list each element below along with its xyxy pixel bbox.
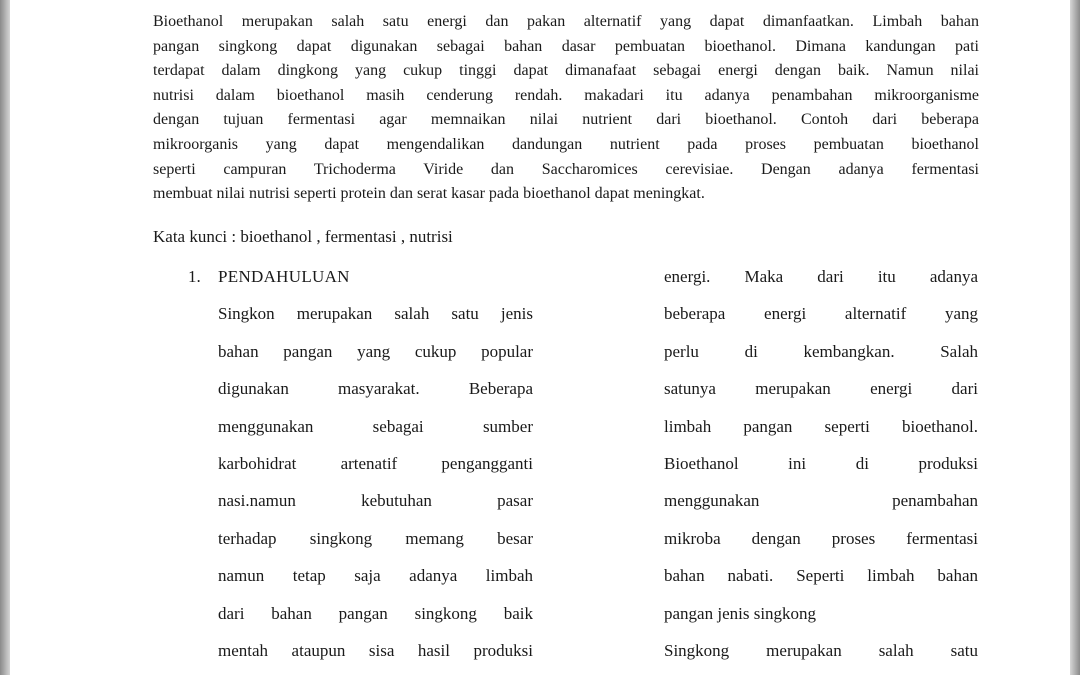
section-heading: PENDAHULUAN: [218, 267, 350, 286]
column-line: nasi.namun kebutuhan pasar: [218, 491, 533, 511]
document-page: [10, 0, 1070, 675]
column-line: perlu di kembangkan. Salah: [664, 341, 978, 361]
abstract-line: Bioethanol merupakan salah satu energi dan pakan alternatif yang dapat dimanfaatkan. Limbah bahan: [153, 13, 979, 30]
abstract-line: pangan singkong dapat digunakan sebagai bahan dasar pembuatan bioethanol. Dimana kandungan pati: [153, 37, 979, 55]
column-line: limbah pangan seperti bioethanol.: [664, 416, 978, 436]
column-line: menggunakan penambahan: [664, 491, 978, 511]
right-column: [664, 263, 978, 674]
abstract-line: membuat nilai nutrisi seperti protein dan serat kasar pada bioethanol dapat meningkat.: [153, 185, 705, 203]
left-column: [218, 263, 533, 674]
keywords-line: Kata kunci : bioethanol , fermentasi , nutrisi: [153, 227, 453, 246]
column-line: digunakan masyarakat. Beberapa: [218, 379, 533, 399]
column-line: mentah ataupun sisa hasil produksi: [218, 640, 533, 660]
column-line: terhadap singkong memang besar: [218, 528, 533, 548]
column-line: menggunakan sebagai sumber: [218, 416, 533, 436]
abstract-line: nutrisi dalam bioethanol masih cenderung rendah. makadari itu adanya penambahan mikroorganisme: [153, 86, 979, 104]
abstract-line: terdapat dalam dingkong yang cukup tinggi dapat dimanafaat sebagai energi dengan baik. Namun nilai: [153, 62, 979, 80]
section-number: 1.: [188, 267, 201, 286]
column-line: mikroba dengan proses fermentasi: [664, 528, 978, 548]
page-edge-right: [1070, 0, 1080, 675]
column-line: dari bahan pangan singkong baik: [218, 603, 533, 623]
column-line: karbohidrat artenatif pengangganti: [218, 453, 533, 473]
column-line: Bioethanol ini di produksi: [664, 453, 978, 473]
column-line: bahan pangan yang cukup popular: [218, 341, 533, 361]
abstract-paragraph: [153, 10, 979, 207]
column-line: Singkon merupakan salah satu jenis: [218, 304, 533, 324]
column-line: namun tetap saja adanya limbah: [218, 566, 533, 586]
column-line: pangan jenis singkong: [664, 603, 817, 623]
page-edge-left: [0, 0, 10, 675]
column-line: Singkong merupakan salah satu: [664, 640, 978, 660]
column-line: bahan nabati. Seperti limbah bahan: [664, 566, 978, 586]
abstract-line: seperti campuran Trichoderma Viride dan Saccharomices cerevisiae. Dengan adanya fermentasi: [153, 160, 979, 178]
column-line: satunya merupakan energi dari: [664, 379, 978, 399]
abstract-line: dengan tujuan fermentasi agar memnaikan nilai nutrient dari bioethanol. Contoh dari beberapa: [153, 111, 979, 129]
column-line: energi. Maka dari itu adanya: [664, 267, 978, 286]
abstract-line: mikroorganis yang dapat mengendalikan dandungan nutrient pada proses pembuatan bioethanol: [153, 135, 979, 153]
column-line: beberapa energi alternatif yang: [664, 304, 978, 324]
